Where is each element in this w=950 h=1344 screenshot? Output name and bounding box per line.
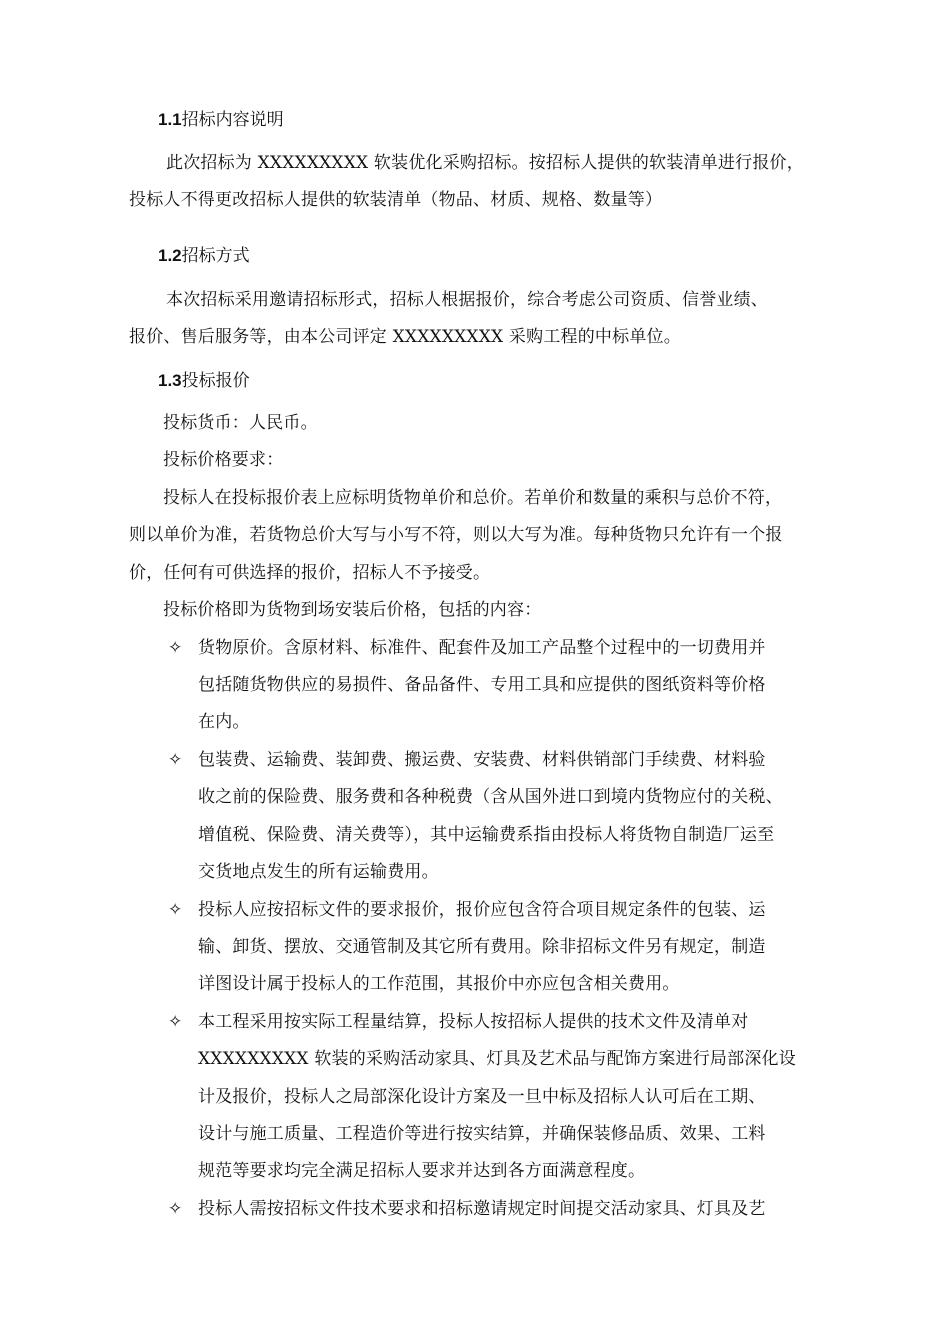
paragraph-line: 则以单价为准，若货物总价大写与小写不符，则以大写为准。每种货物只允许有一个报: [129, 525, 783, 545]
paragraph-line: 本次招标采用邀请招标形式，招标人根据报价，综合考虑公司资质、信誉业绩、: [166, 290, 768, 310]
content-intro: 投标价格即为货物到场安装后价格，包括的内容：: [163, 600, 542, 620]
bullet-line: 包括随货物供应的易损件、备品备件、专用工具和应提供的图纸资料等价格: [198, 675, 766, 695]
bullet-line: 投标人应按招标文件的要求报价，报价应包含符合项目规定条件的包装、运: [198, 900, 766, 920]
bullet-line: XXXXXXXXX 软装的采购活动家具、灯具及艺术品与配饰方案进行局部深化设: [198, 1049, 796, 1069]
bullet-line: 计及报价，投标人之局部深化设计方案及一旦中标及招标人认可后在工期、: [198, 1087, 766, 1107]
section-title: 投标报价: [181, 371, 250, 391]
paragraph-line: 投标人在投标报价表上应标明货物单价和总价。若单价和数量的乘积与总价不符，: [163, 488, 783, 508]
paragraph-line: 价，任何有可供选择的报价，招标人不予接受。: [129, 563, 491, 583]
price-requirement-title: 投标价格要求：: [163, 450, 284, 470]
bullet-line: 在内。: [198, 712, 250, 732]
bullet-icon: ✧: [168, 1012, 183, 1032]
bullet-line: 设计与施工质量、工程造价等进行按实结算，并确保装修品质、效果、工料: [198, 1124, 766, 1144]
bullet-line: 投标人需按招标文件技术要求和招标邀请规定时间提交活动家具、灯具及艺: [198, 1199, 766, 1219]
section-heading: [158, 244, 250, 268]
bullet-line: 规范等要求均完全满足招标人要求并达到各方面满意程度。: [198, 1161, 646, 1181]
paragraph-line: 投标人不得更改招标人提供的软装清单（物品、材质、规格、数量等）: [129, 190, 663, 210]
section-number: 1.3: [158, 371, 182, 390]
section-heading: [158, 369, 250, 393]
bullet-icon: ✧: [168, 638, 183, 658]
bullet-icon: ✧: [168, 1199, 183, 1219]
bullet-icon: ✧: [168, 750, 183, 770]
bullet-line: 增值税、保险费、清关费等），其中运输费系指由投标人将货物自制造厂运至: [198, 825, 775, 845]
paragraph-line: 此次招标为 XXXXXXXXX 软装优化采购招标。按招标人提供的软装清单进行报价，: [166, 153, 804, 173]
section-number: 1.2: [158, 246, 182, 265]
section-heading: [158, 108, 284, 132]
bullet-line: 详图设计属于投标人的工作范围，其报价中亦应包含相关费用。: [198, 974, 680, 994]
bullet-line: 收之前的保险费、服务费和各种税费（含从国外进口到境内货物应付的关税、: [198, 787, 783, 807]
section-title: 招标内容说明: [181, 110, 284, 130]
bullet-line: 货物原价。含原材料、标准件、配套件及加工产品整个过程中的一切费用并: [198, 638, 766, 658]
currency-line: 投标货币：人民币。: [163, 413, 318, 433]
bullet-line: 交货地点发生的所有运输费用。: [198, 862, 439, 882]
bullet-line: 本工程采用按实际工程量结算，投标人按招标人提供的技术文件及清单对: [198, 1012, 749, 1032]
bullet-line: 输、卸货、摆放、交通管制及其它所有费用。除非招标文件另有规定，制造: [198, 937, 766, 957]
paragraph-line: 报价、售后服务等，由本公司评定 XXXXXXXXX 采购工程的中标单位。: [129, 327, 681, 347]
section-number: 1.1: [158, 110, 182, 129]
section-title: 招标方式: [181, 246, 250, 266]
bullet-line: 包装费、运输费、装卸费、搬运费、安装费、材料供销部门手续费、材料验: [198, 750, 766, 770]
bullet-icon: ✧: [168, 900, 183, 920]
